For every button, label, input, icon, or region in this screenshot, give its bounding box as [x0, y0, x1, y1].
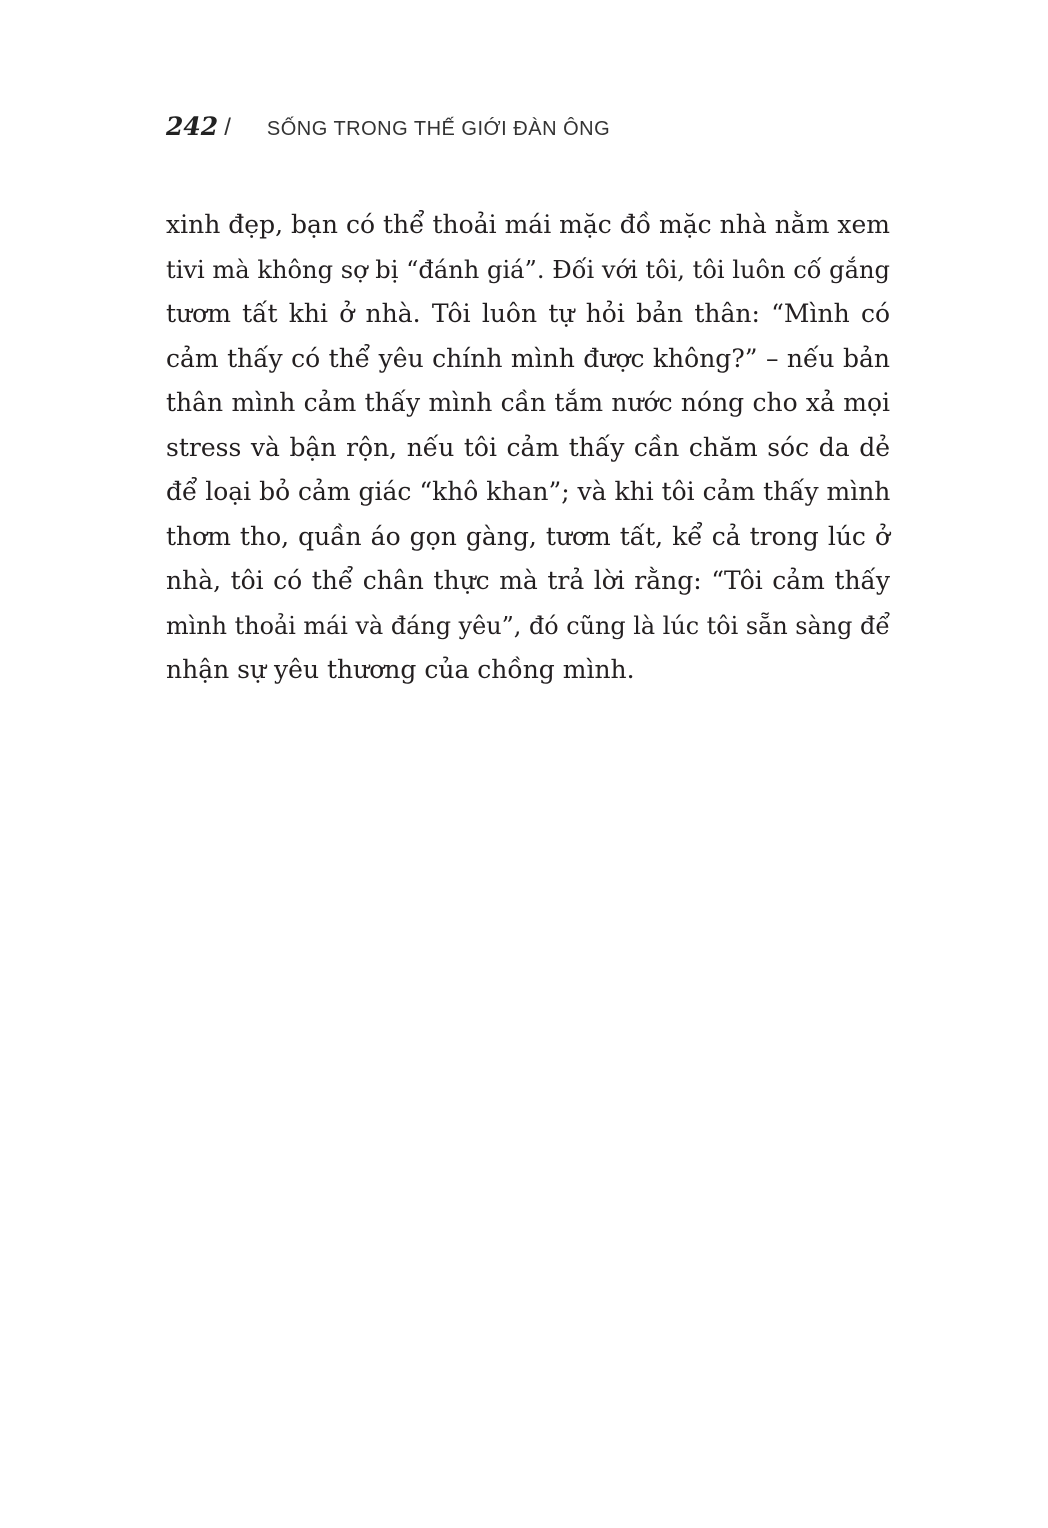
body-paragraph [166, 203, 890, 693]
page-number: 242 [166, 112, 219, 141]
text-line: tivi mà không sợ bị “đánh giá”. Đối với tôi, tôi luôn cố gắng [166, 255, 890, 284]
text-line: nhận sự yêu thương của chồng mình. [166, 655, 635, 684]
text-line: thân mình cảm thấy mình cần tắm nước nóng cho xả mọi [166, 388, 890, 417]
text-line: cảm thấy có thể yêu chính mình được không?” – nếu bản [166, 343, 890, 373]
text-line: để loại bỏ cảm giác “khô khan”; và khi tôi cảm thấy mình [166, 477, 891, 506]
book-title: SỐNG TRONG THẾ GIỚI ĐÀN ÔNG [266, 118, 611, 140]
text-line: mình thoải mái và đáng yêu”, đó cũng là lúc tôi sẵn sàng để [166, 611, 891, 640]
text-line: stress và bận rộn, nếu tôi cảm thấy cần chăm sóc da dẻ [166, 432, 890, 462]
text-line: xinh đẹp, bạn có thể thoải mái mặc đồ mặc nhà nằm xem [166, 210, 890, 239]
running-header [166, 112, 610, 148]
header-separator: / [224, 114, 231, 141]
text-line: nhà, tôi có thể chân thực mà trả lời rằng: “Tôi cảm thấy [166, 566, 890, 595]
text-line: tươm tất khi ở nhà. Tôi luôn tự hỏi bản thân: “Mình có [166, 299, 890, 328]
text-line: thơm tho, quần áo gọn gàng, tươm tất, kể cả trong lúc ở [166, 521, 890, 551]
